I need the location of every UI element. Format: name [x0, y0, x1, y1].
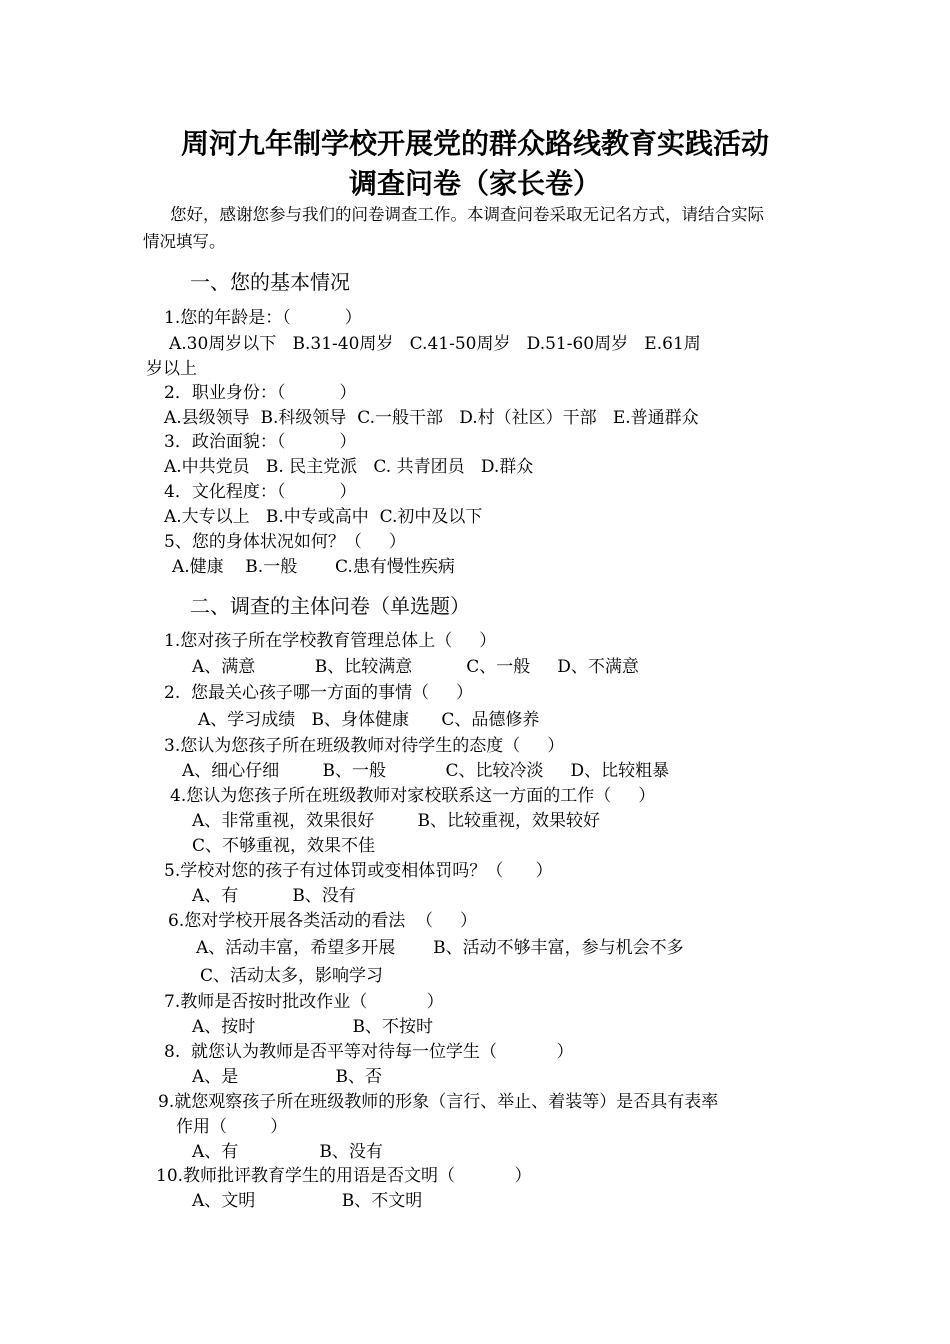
question-line: 1.您的年龄是：（ ）: [164, 308, 362, 328]
question-line: 2．职业身份：（ ）: [164, 383, 357, 403]
question-line-continued: 作用（ ）: [176, 1117, 288, 1137]
option-line: C、活动太多，影响学习: [200, 966, 384, 986]
option-line: A、非常重视，效果很好 B、比较重视，效果较好: [192, 811, 600, 831]
option-line: A、学习成绩 B、身体健康 C、品德修养: [198, 710, 540, 730]
page-title: 周河九年制学校开展党的群众路线教育实践活动: [180, 127, 769, 160]
question-line: 8. 就您认为教师是否平等对待每一位学生（ ）: [164, 1042, 574, 1062]
option-line: A、文明 B、不文明: [192, 1191, 423, 1211]
option-line: A.县级领导 B.科级领导 C.一般干部 D.村（社区）干部 E.普通群众: [164, 408, 699, 428]
option-line: A、按时 B、不按时: [192, 1017, 434, 1037]
option-line: A、活动丰富，希望多开展 B、活动不够丰富，参与机会不多: [196, 938, 684, 958]
option-line: A、有 B、没有: [192, 886, 356, 906]
option-line: A.中共党员 B. 民主党派 C. 共青团员 D.群众: [164, 457, 534, 477]
question-line: 3.您认为您孩子所在班级教师对待学生的态度（ ）: [164, 736, 565, 756]
option-line: A、细心仔细 B、一般 C、比较冷淡 D、比较粗暴: [182, 761, 670, 781]
question-line: 6.您对学校开展各类活动的看法 （ ）: [168, 911, 478, 931]
question-line: 9.就您观察孩子所在班级教师的形象（言行、举止、着装等）是否具有表率: [158, 1092, 719, 1112]
question-line: 5.学校对您的孩子有过体罚或变相体罚吗？（ ）: [164, 861, 553, 881]
section-heading-basic-info: 一、您的基本情况: [190, 270, 350, 294]
question-line: 2. 您最关心孩子哪一方面的事情（ ）: [164, 683, 474, 703]
option-line: C、不够重视，效果不佳: [192, 836, 376, 856]
page-subtitle: 调查问卷（家长卷）: [348, 167, 601, 200]
question-line: 1.您对孩子所在学校教育管理总体上（ ）: [164, 631, 497, 651]
question-line: 7.教师是否按时批改作业（ ）: [164, 992, 444, 1012]
option-line: A、是 B、否: [192, 1067, 383, 1087]
intro-text-continued: 情况填写。: [143, 232, 226, 251]
option-line: A.大专以上 B.中专或高中 C.初中及以下: [164, 507, 483, 527]
option-line: A、有 B、没有: [192, 1142, 383, 1162]
option-line: A、满意 B、比较满意 C、一般 D、不满意: [192, 657, 639, 677]
question-line: 4．文化程度：（ ）: [164, 482, 357, 502]
option-line: A.30周岁以下 B.31-40周岁 C.41-50周岁 D.51-60周岁 E.61周: [169, 334, 701, 354]
question-line: 5、您的身体状况如何？（ ）: [164, 532, 406, 552]
question-line: 4.您认为您孩子所在班级教师对家校联系这一方面的工作（ ）: [170, 786, 656, 806]
question-line: 3．政治面貌：（ ）: [164, 432, 357, 452]
section-heading-main-survey: 二、调查的主体问卷（单选题）: [190, 594, 470, 618]
question-line: 10.教师批评教育学生的用语是否文明（ ）: [156, 1166, 532, 1186]
option-line: 岁以上: [146, 359, 197, 379]
option-line: A.健康 B.一般 C.患有慢性疾病: [172, 557, 455, 577]
intro-text: 您好，感谢您参与我们的问卷调查工作。本调查问卷采取无记名方式，请结合实际: [170, 205, 764, 224]
